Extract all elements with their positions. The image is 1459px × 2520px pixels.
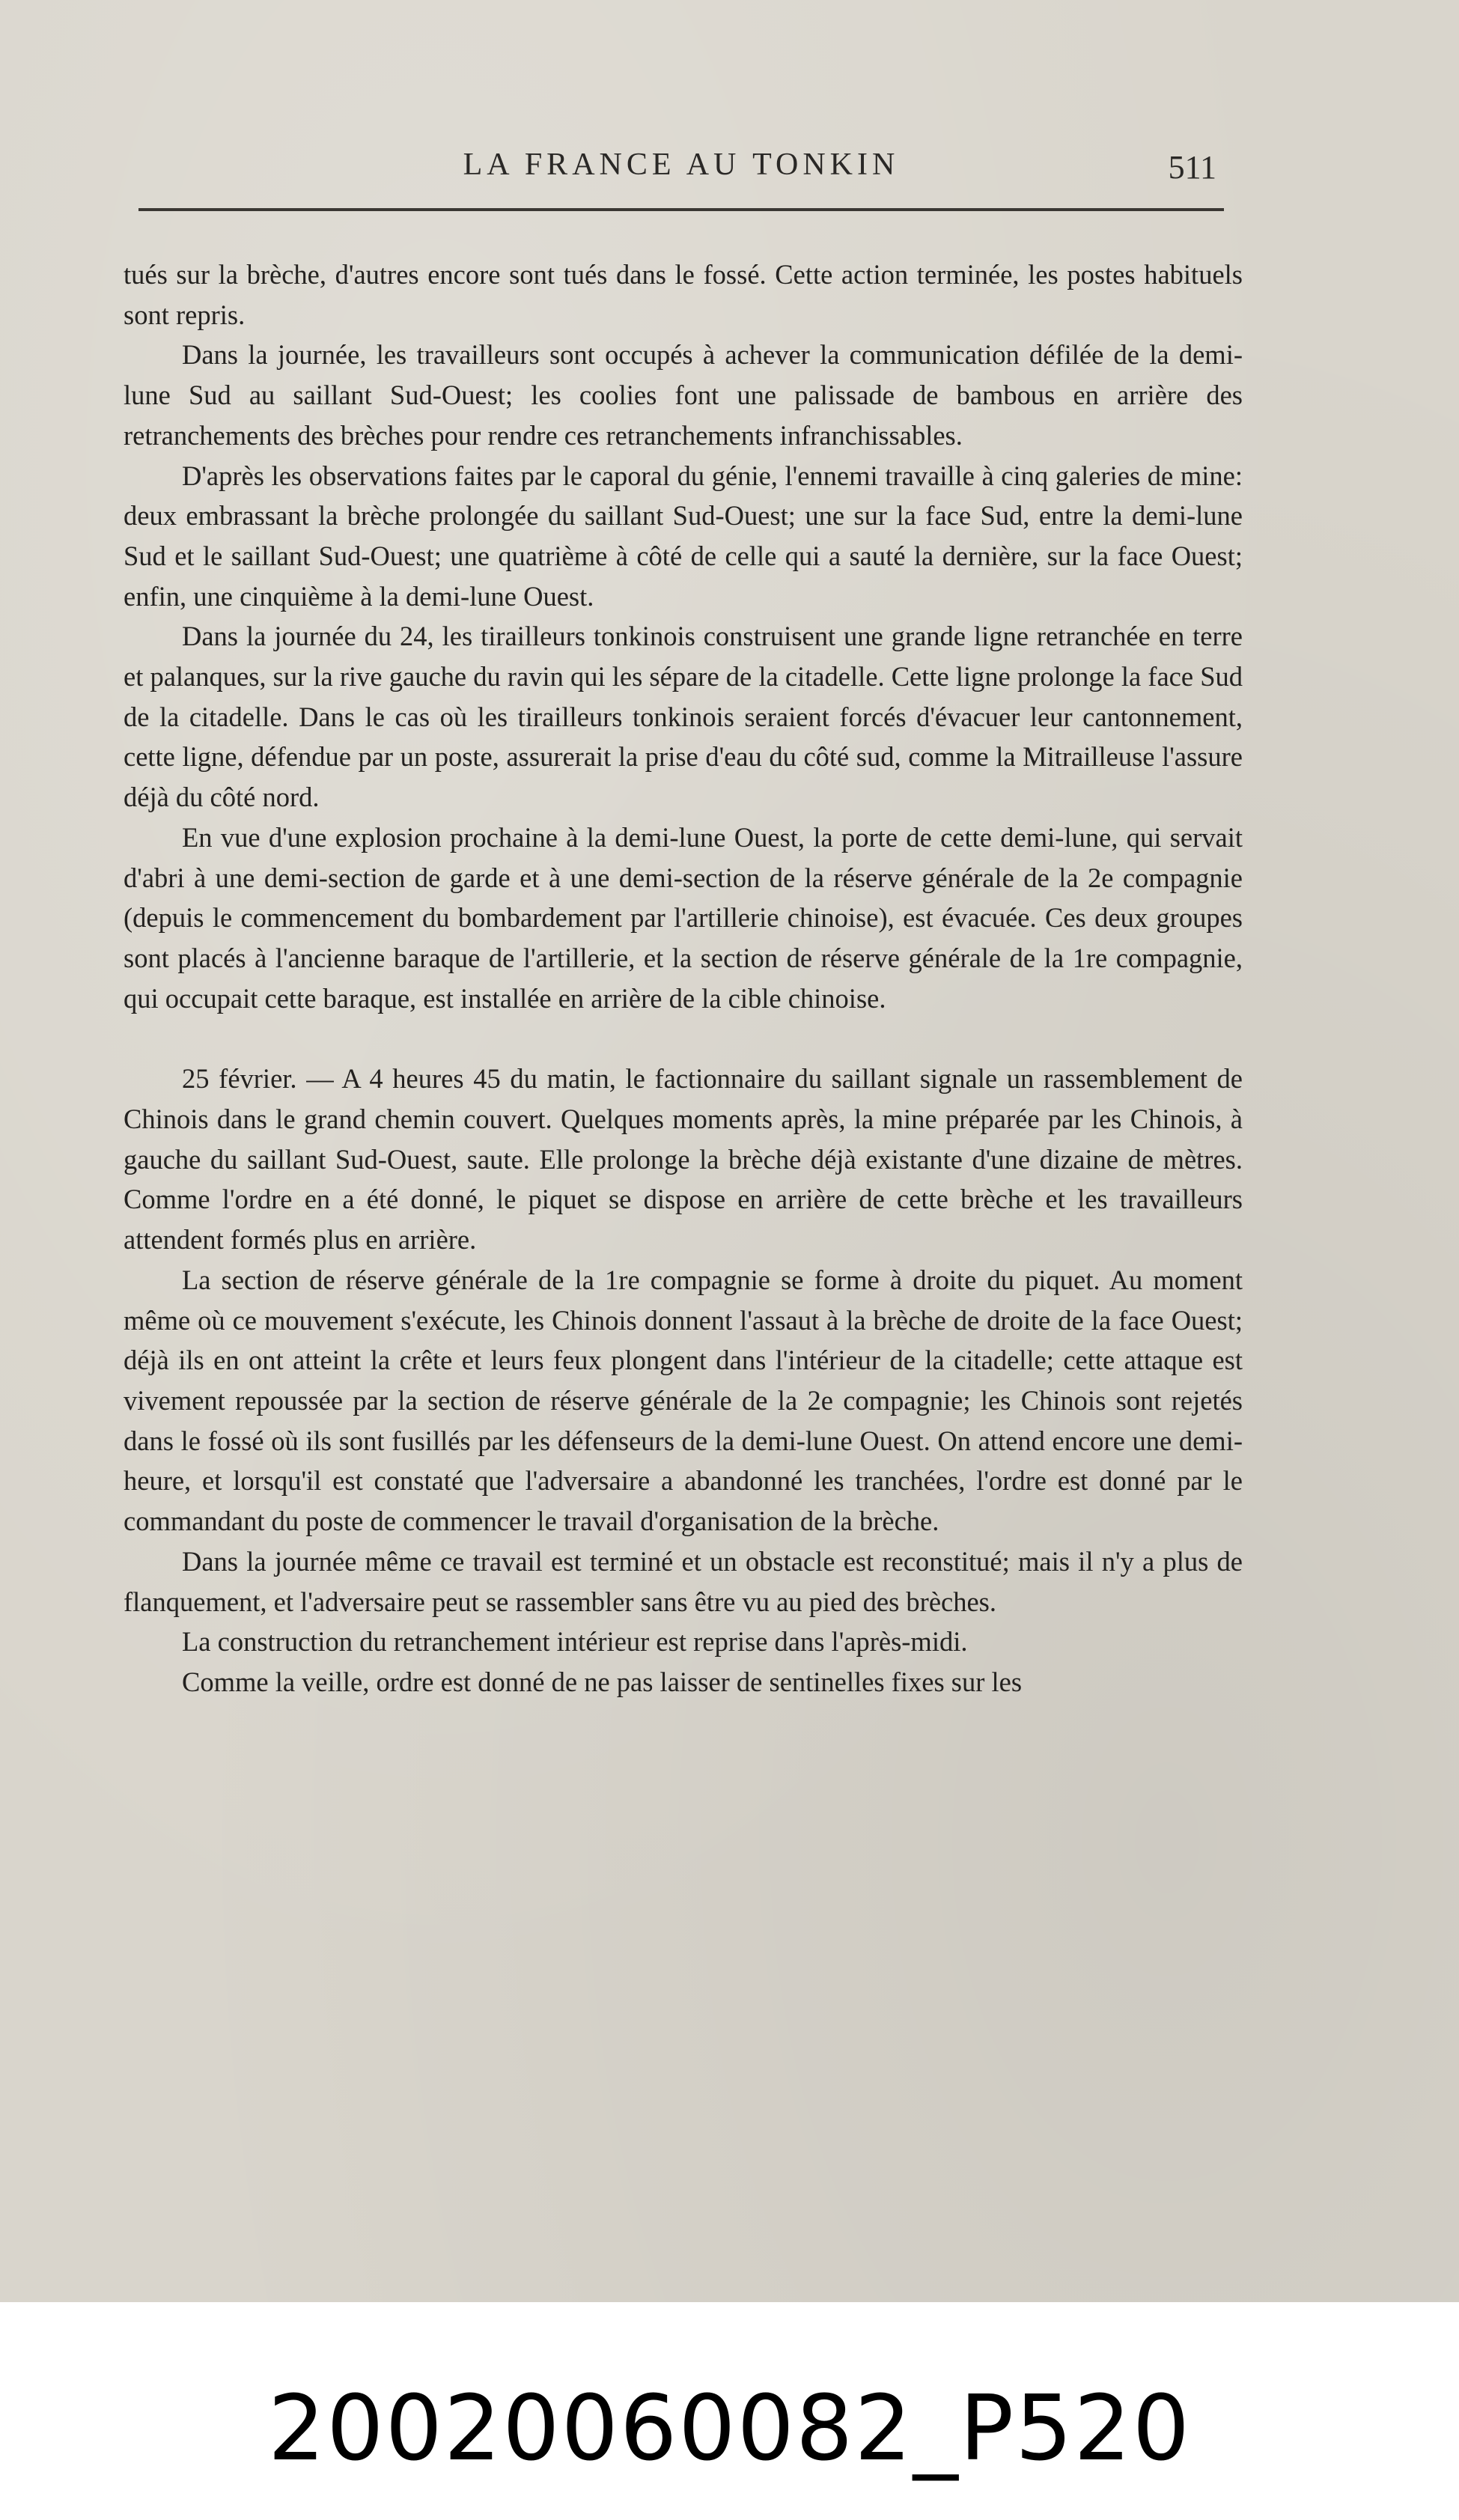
paragraph-10: Comme la veille, ordre est donné de ne pas laisser de sentinelles fixes sur les <box>182 1666 1023 1697</box>
running-title: LA FRANCE AU TONKIN <box>463 147 900 182</box>
paragraph-1: tués sur la brèche, d'autres encore sont tués dans le fossé. Cette action terminée, les postes habituels sont repris. <box>124 259 1243 330</box>
paragraph-2: Dans la journée, les travailleurs sont occupés à achever la communication défilée de la demi-lune Sud au saillant Sud-Ouest; les coolies font une palissade de bambous en arrière des retranchements des brèches pour rendre ces retranchements infranchissables. <box>124 339 1243 451</box>
header-rule <box>138 208 1224 211</box>
paragraph-4: Dans la journée du 24, les tirailleurs tonkinois construisent une grande ligne retranchée en terre et palanques, sur la rive gauche du ravin qui les sépare de la citadelle. Cette ligne prolonge la face Sud de la citadelle. Dans le cas où les tirailleurs tonkinois seraient forcés d'évacuer leur cantonnement, cette ligne, défendue par un poste, assurerait la prise d'eau du côté sud, comme la Mitrailleuse l'assure déjà du côté nord. <box>124 621 1243 813</box>
paragraph-3: D'après les observations faites par le caporal du génie, l'ennemi travaille à cinq galeries de mine: deux embrassant la brèche prolongée du saillant Sud-Ouest; une sur la face Sud, entre la demi-lune Sud et le saillant Sud-Ouest; une quatrième à côté de celle qui a sauté la dernière, sur la face Ouest; enfin, une cinquième à la demi-lune Ouest. <box>124 460 1243 612</box>
paragraph-9: La construction du retranchement intérieur est reprise dans l'après-midi. <box>182 1626 968 1658</box>
paragraph-8: Dans la journée même ce travail est terminé et un obstacle est reconstitué; mais il n'y a plus de flanquement, et l'adversaire peut se rassembler sans être vu au pied des brèches. <box>124 1545 1243 1617</box>
page-number: 511 <box>1168 149 1216 186</box>
paragraph-7: La section de réserve générale de la 1re compagnie se forme à droite du piquet. Au moment même où ce mouvement s'exécute, les Chinois donnent l'assaut à la brèche de droite de la face Ouest; déjà ils en ont atteint la crête et leurs feux plongent dans l'intérieur de la citadelle; cette attaque est vivement repoussée par la section de réserve générale de la 2e compagnie; les Chinois sont rejetés dans le fossé où ils sont fusillés par les défenseurs de la demi-lune Ouest. On attend encore une demi-heure, et lorsqu'il est constaté que l'adversaire a abandonné les tranchées, l'ordre est donné par le commandant du poste de commencer le travail d'organisation de la brèche. <box>124 1264 1243 1537</box>
page-header <box>138 147 1224 192</box>
paragraph-6: 25 février. — A 4 heures 45 du matin, le factionnaire du saillant signale un rassemblement de Chinois dans le grand chemin couvert. Quelques moments après, la mine préparée par les Chinois, à gauche du saillant Sud-Ouest, saute. Elle prolonge la brèche déjà existante d'une dizaine de mètres. Comme l'ordre en a été donné, le piquet se dispose en arrière de cette brèche et les travailleurs attendent formés plus en arrière. <box>124 1063 1243 1256</box>
body-text <box>124 255 1243 1702</box>
scan-id-label: 20020060082_P520 <box>267 2377 1192 2481</box>
paragraph-5: En vue d'une explosion prochaine à la demi-lune Ouest, la porte de cette demi-lune, qui servait d'abri à une demi-section de garde et à une demi-section de la réserve générale de la 2e compagnie (depuis le commencement du bombardement par l'artillerie chinoise), est évacuée. Ces deux groupes sont placés à l'ancienne baraque de l'artillerie, et la section de réserve générale de la 1re compagnie, qui occupait cette baraque, est installée en arrière de la cible chinoise. <box>124 821 1243 1014</box>
